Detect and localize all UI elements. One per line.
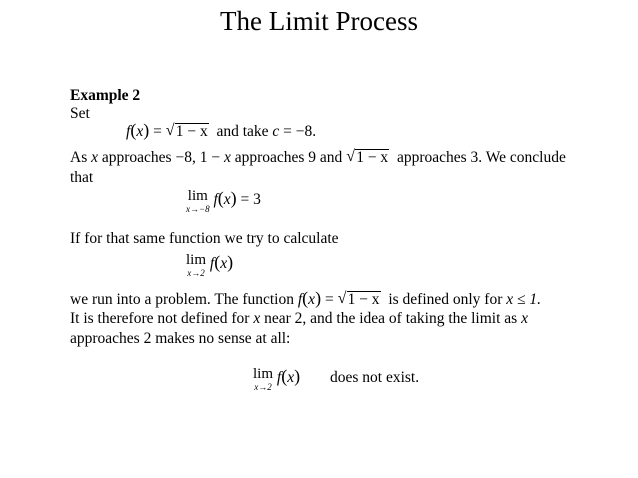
example-heading: Example 2 xyxy=(70,87,141,104)
problem-inequality: x ≤ 1. xyxy=(506,291,542,308)
lim3-var: x xyxy=(287,369,295,386)
that-text: that xyxy=(70,169,94,186)
lim1-var: x xyxy=(223,191,231,208)
lim-subscript-2: x→2 xyxy=(187,268,205,278)
problem-text-2: is defined only for xyxy=(388,291,503,308)
as-var: x xyxy=(91,149,98,166)
func-var: x xyxy=(136,123,144,140)
as-text: As xyxy=(70,149,88,166)
problem-var: x xyxy=(308,291,316,308)
lim2-func: f xyxy=(209,255,215,272)
problem-eq: = xyxy=(324,291,334,308)
page-title: The Limit Process xyxy=(220,6,418,36)
func-eq: = xyxy=(153,123,162,140)
lim-word-3: lim xyxy=(253,366,274,382)
therefore-var-2: x xyxy=(521,310,528,327)
sqrt-inline: √ 1 − x xyxy=(346,148,389,166)
lim-subscript-3: x→2 xyxy=(254,382,272,392)
set-label: Set xyxy=(70,105,90,122)
therefore-text: It is therefore not defined for xyxy=(70,310,250,327)
func-name: f xyxy=(126,123,131,140)
problem-sentence: we run into a problem. The function f(x) = √ 1 − x is defined only for x ≤ 1. xyxy=(70,288,542,308)
sqrt-problem: √ 1 − x xyxy=(337,290,380,308)
c-value: = −8. xyxy=(283,123,317,140)
lim-word: lim xyxy=(187,188,208,204)
and-take-text: and take xyxy=(216,123,269,140)
approach-sentence xyxy=(70,148,566,168)
radicand-problem: 1 − x xyxy=(347,291,380,308)
radicand: 1 − x xyxy=(175,123,208,140)
lim-word-2: lim xyxy=(186,252,207,268)
lim2-var: x xyxy=(220,255,228,272)
therefore-sentence xyxy=(70,309,528,329)
limit-equation-1: lim x→−8 f(x) = 3 xyxy=(186,188,261,214)
as-text-3: approaches 9 and xyxy=(234,149,343,166)
lim-subscript-1: x→−8 xyxy=(186,204,210,214)
sqrt-expression: √ 1 − x xyxy=(165,122,208,140)
lim1-result: = 3 xyxy=(240,191,261,208)
as-text-4: approaches 3. We conclude xyxy=(396,149,566,166)
try-text: If for that same function we try to calculate xyxy=(70,230,339,247)
lim1-func: f xyxy=(213,191,218,208)
problem-func: f xyxy=(297,291,303,308)
function-definition: f(x) = √ 1 − x and take c = −8. xyxy=(126,120,317,140)
c-var: c xyxy=(272,123,280,140)
therefore-var: x xyxy=(253,310,261,327)
lim-operator-2 xyxy=(186,252,206,278)
problem-text: we run into a problem. The function xyxy=(70,291,294,308)
therefore-text-2: near 2, and the idea of taking the limit as xyxy=(264,310,518,327)
limit-expression-3: lim x→2 f(x) xyxy=(253,366,301,392)
as-text-2: approaches −8, 1 − xyxy=(101,149,221,166)
lim-operator-1 xyxy=(186,188,210,214)
as-var-2: x xyxy=(223,149,231,166)
not-exist-text: does not exist. xyxy=(330,369,420,386)
radicand-inline: 1 − x xyxy=(356,149,389,166)
approaches-line: approaches 2 makes no sense at all: xyxy=(70,330,291,347)
limit-expression-2: lim x→2 f(x) xyxy=(186,252,234,278)
lim3-func: f xyxy=(276,369,282,386)
lim-operator-3 xyxy=(253,366,273,392)
